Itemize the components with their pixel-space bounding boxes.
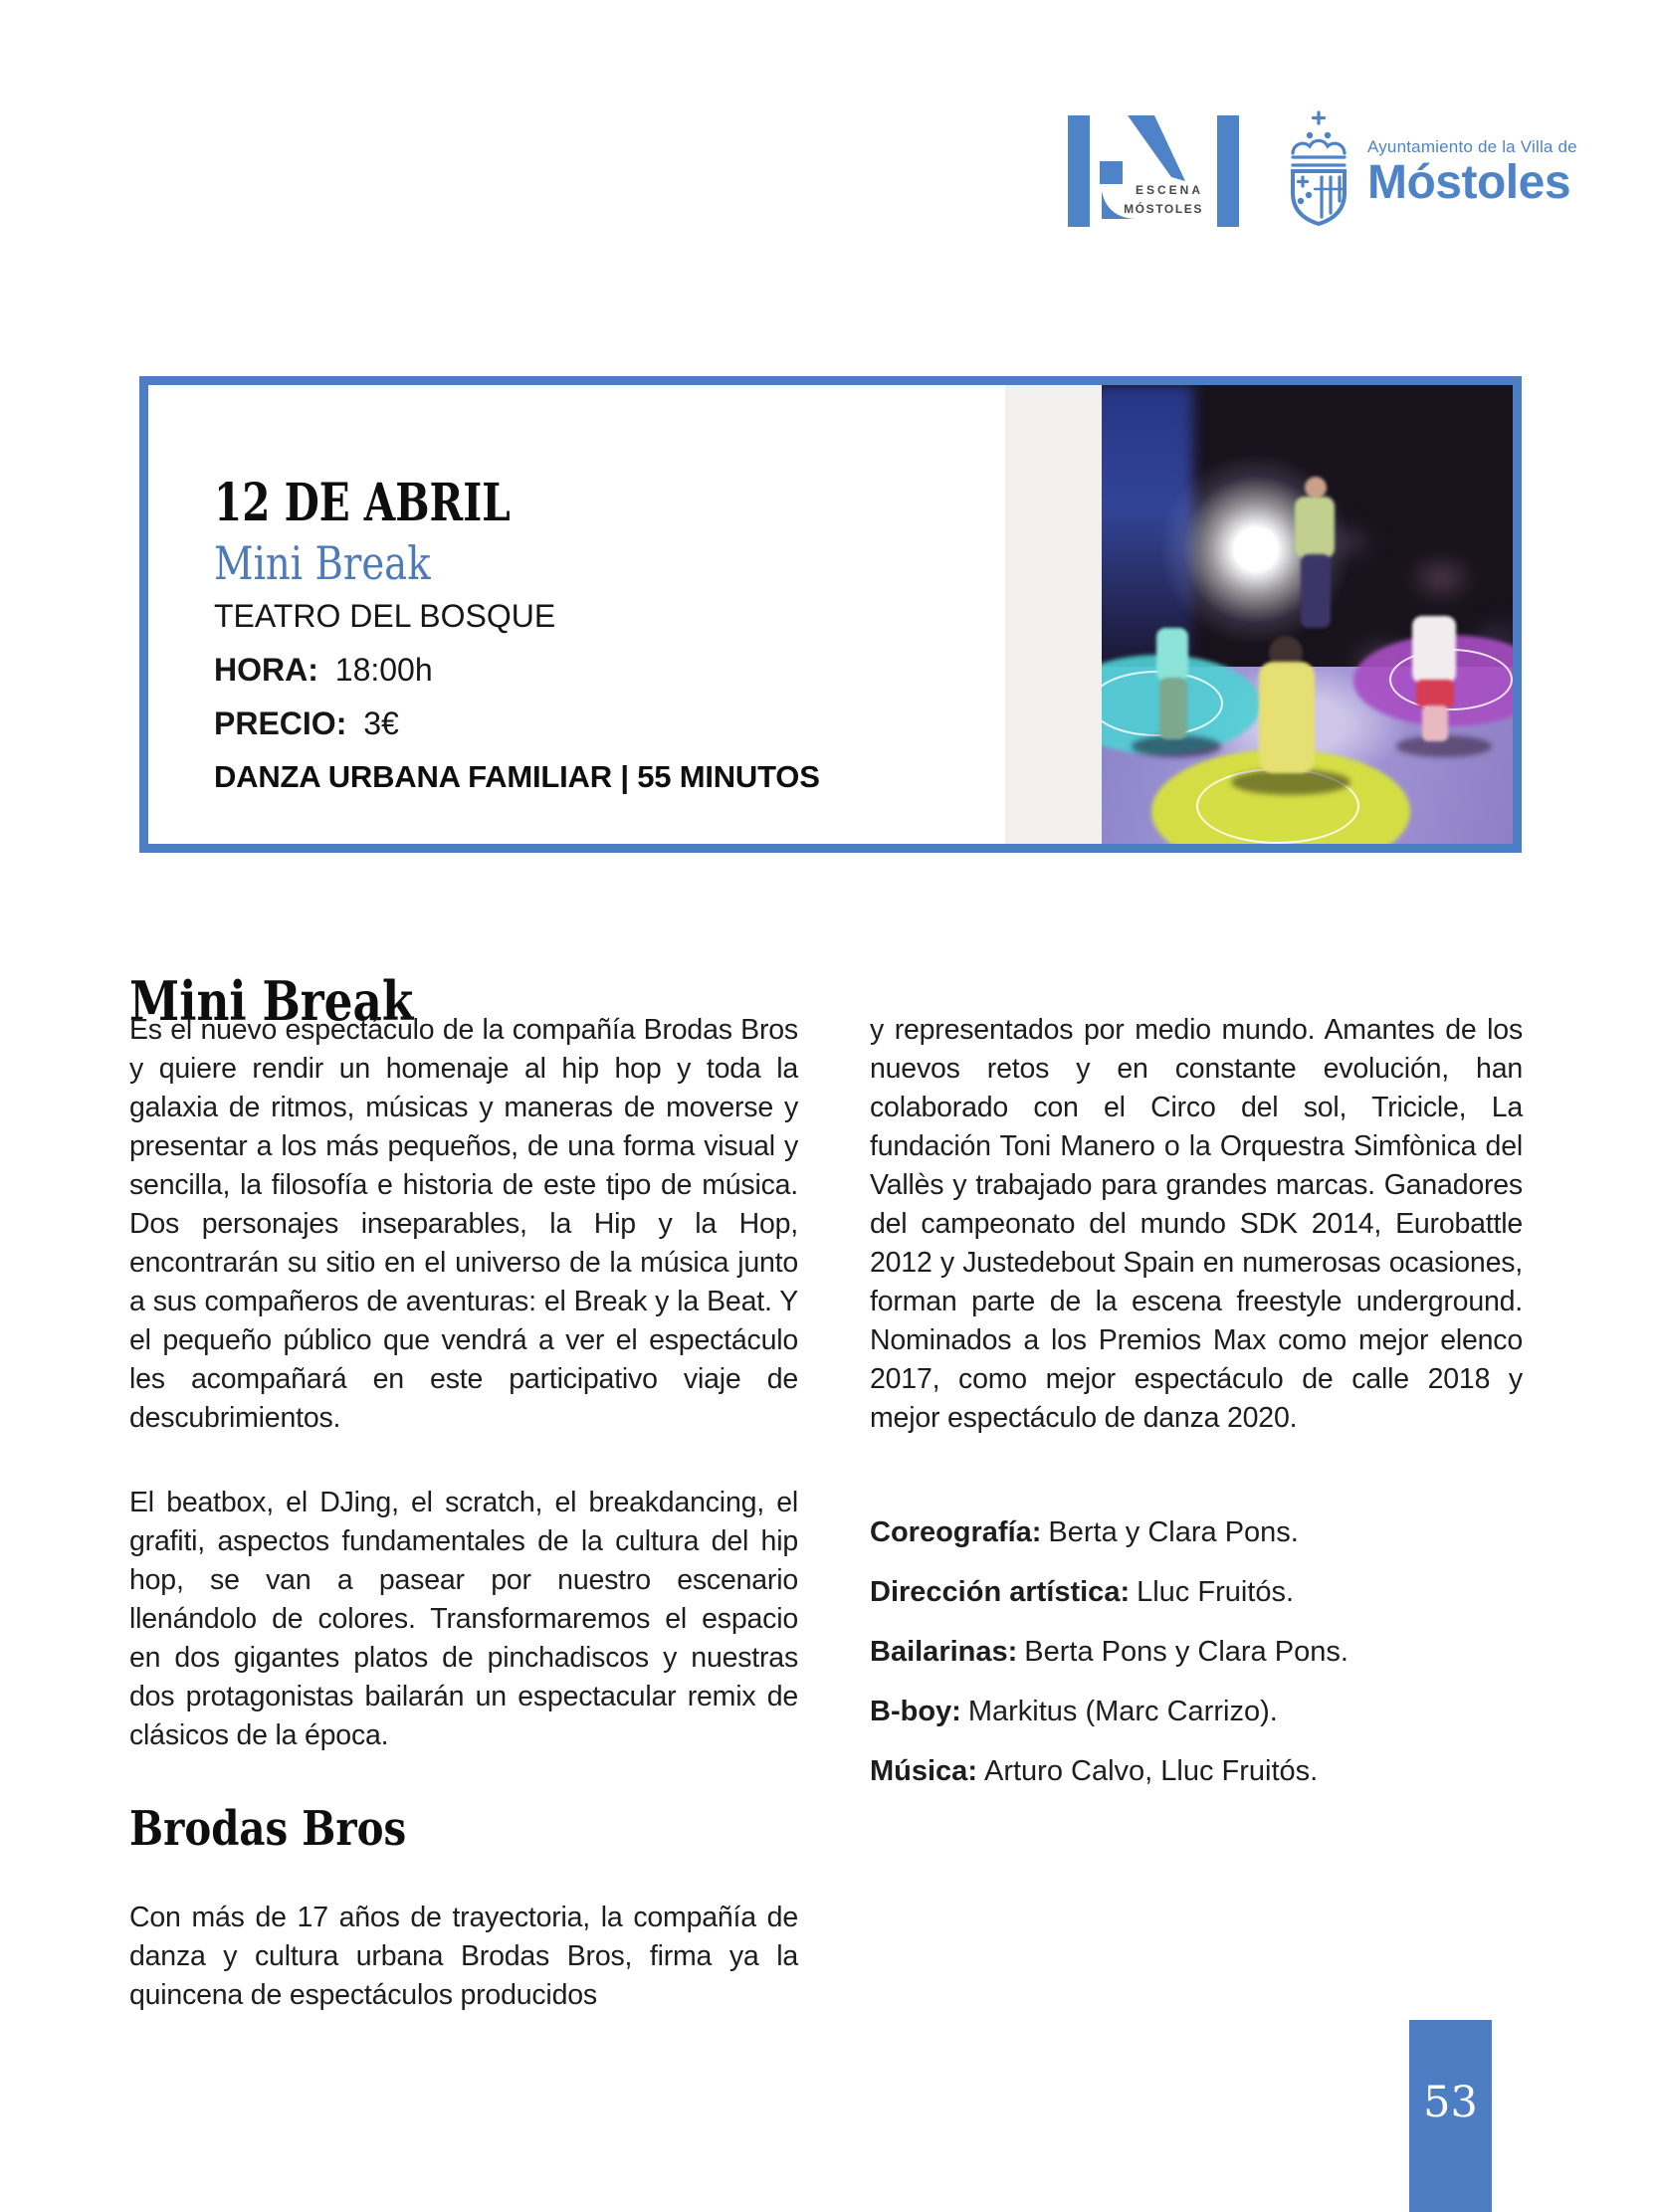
- paragraph: Es el nuevo espectáculo de la compañía Brodas Bros y quiere rendir un homenaje al hip hop y toda la galaxia de ritmos, músicas y maneras de moverse y presentar a los más pequeños, de una forma visual y sencilla, la filosofía e historia de este tipo de música. Dos personajes inseparables, la Hip y la Hop, encontrarán su sitio en el universo de la música junto a sus compañeros de aventuras: el Break y la Beat. Y el pequeño público que vendrá a ver el espectáculo les acompañará en este participativo viaje de descubrimientos.: [129, 1014, 798, 1434]
- city-logo-text: [1367, 109, 1577, 207]
- em-logo-text-line2: MÓSTOLES: [1124, 202, 1203, 216]
- credit-label: Dirección artística:: [870, 1576, 1131, 1608]
- page-number: 53: [1423, 2078, 1478, 2127]
- photo-child-right: [1412, 616, 1456, 684]
- article-column-right: [870, 1011, 1523, 1812]
- city-crest-icon: [1282, 109, 1355, 231]
- event-genre: DANZA URBANA FAMILIAR | 55 MINUTOS: [214, 759, 820, 794]
- credit-value: Arturo Calvo, Lluc Fruitós.: [983, 1755, 1319, 1787]
- event-card: [139, 376, 1522, 853]
- mostoles-city-logo: [1282, 109, 1577, 231]
- event-venue: TEATRO DEL BOSQUE: [214, 598, 556, 634]
- photo-child-right-legs: [1422, 705, 1448, 741]
- credit-row: [870, 1693, 1523, 1731]
- event-price-value: 3€: [363, 705, 399, 741]
- credit-value: Berta y Clara Pons.: [1048, 1516, 1299, 1548]
- photo-performer: [1305, 477, 1327, 499]
- credit-row: [870, 1513, 1523, 1552]
- escena-mostoles-logo: [1068, 115, 1239, 227]
- city-logo-bigtext: Móstoles: [1367, 156, 1571, 209]
- photo-performer-torso: [1295, 497, 1335, 558]
- credit-row: [870, 1633, 1523, 1672]
- credit-label: Música:: [870, 1755, 977, 1787]
- credit-row: [870, 1573, 1523, 1612]
- city-logo-smalltext: Ayuntamiento de la Villa de: [1367, 137, 1577, 156]
- photo-child-right-shorts: [1416, 680, 1454, 707]
- event-date: 12 DE ABRIL: [214, 473, 511, 533]
- credit-row: [870, 1752, 1523, 1791]
- article-title: Mini Break: [129, 969, 414, 1034]
- em-logo-icon: [1068, 115, 1239, 227]
- photo-performer-legs: [1301, 554, 1331, 628]
- em-logo-text-line1: ESCENA: [1135, 183, 1203, 197]
- page-number-box: [1409, 2020, 1492, 2212]
- paragraph: El beatbox, el DJing, el scratch, el breakdancing, el grafiti, aspectos fundamentales de la cultura del hip hop, se van a pasear por nuestro escenario llenándolo de colores. Transformaremos el espacio en dos gigantes platos de pinchadiscos y nuestras dos protagonistas bailarán un espectacular remix de clásicos de la época.: [129, 1487, 798, 1751]
- photo-child-left-legs: [1159, 678, 1187, 739]
- event-time-value: 18:00h: [334, 652, 433, 688]
- credit-label: B-boy:: [870, 1696, 961, 1727]
- paragraph: y representados por medio mundo. Amantes de los nuevos retos y en constante evolución, han colaborado con el Circo del sol, Tricicle, La fundación Toni Manero o la Orquestra Simfònica del Vallès y trabajado para grandes marcas. Ganadores del campeonato del mundo SDK 2014, Eurobattle 2012 y Justedebout Spain en numerosas ocasiones, forman parte de la escena freestyle underground. Nominados a los Premios Max como mejor elenco 2017, como mejor espectáculo de calle 2018 y mejor espectáculo de danza 2020.: [870, 1014, 1523, 1434]
- paragraph: Con más de 17 años de trayectoria, la compañía de danza y cultura urbana Brodas Bros, firma ya la quincena de espectáculos producidos: [129, 1902, 798, 2011]
- event-time: [214, 652, 433, 689]
- credit-label: Coreografía:: [870, 1516, 1042, 1548]
- event-photo: [1102, 385, 1513, 844]
- event-price: [214, 705, 399, 742]
- credits-list: [870, 1513, 1523, 1791]
- photo-child-left: [1156, 628, 1188, 682]
- credit-label: Bailarinas:: [870, 1636, 1018, 1668]
- event-price-label: PRECIO:: [214, 705, 347, 741]
- article-subheading: Brodas Bros: [129, 1801, 407, 1857]
- credit-value: Lluc Fruitós.: [1137, 1576, 1295, 1608]
- credit-value: Markitus (Marc Carrizo).: [967, 1696, 1278, 1727]
- card-divider-strip: [1005, 385, 1102, 844]
- event-time-label: HORA:: [214, 652, 318, 688]
- article-column-left: [129, 1011, 798, 2061]
- event-title: Mini Break: [214, 536, 431, 590]
- credit-value: Berta Pons y Clara Pons.: [1024, 1636, 1348, 1668]
- photo-child-center: [1259, 662, 1315, 773]
